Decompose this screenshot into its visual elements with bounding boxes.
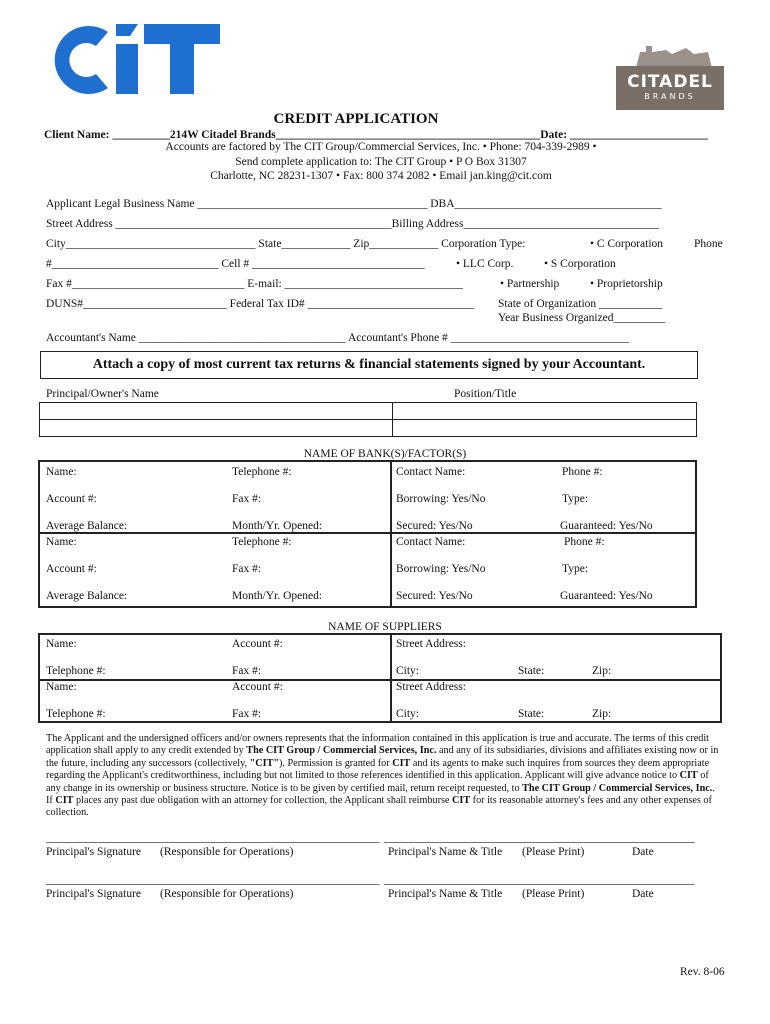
supplier1-fax-label: Fax #: [232, 665, 262, 677]
bank1-month-opened-label: Month/Yr. Opened: [232, 520, 323, 532]
date-label-1: Date [632, 846, 654, 858]
fax-email-field[interactable]: Fax #______________________________ E-mail: _______________________________ [46, 278, 463, 290]
supplier1-name-label: Name: [46, 638, 77, 650]
bank2-fax-label: Fax #: [232, 563, 262, 575]
factored-by-line: Accounts are factored by The CIT Group/Commercial Services, Inc. • Phone: 704-339-2989 • [165, 141, 597, 153]
bank1-telephone-label: Telephone #: [232, 466, 292, 478]
supplier2-account-label: Account #: [232, 681, 283, 693]
bank1-average-balance-label: Average Balance: [46, 520, 128, 532]
c-corporation-option[interactable]: • C Corporation [590, 238, 664, 250]
phone-label: Phone [694, 238, 723, 250]
supplier2-street-label: Street Address: [396, 681, 466, 693]
bank1-name-label: Name: [46, 466, 77, 478]
bank2-contact-label: Contact Name: [396, 536, 466, 548]
bank2-name-label: Name: [46, 536, 77, 548]
name-title-label-1: Principal's Name & Title [388, 846, 503, 858]
bank1-borrowing-label: Borrowing: Yes/No [396, 493, 486, 505]
citadel-wordmark: CITADEL [627, 72, 713, 92]
principals-table [39, 402, 697, 437]
bank2-average-balance-label: Average Balance: [46, 590, 128, 602]
supplier1-zip-label: Zip: [592, 665, 612, 677]
name-title-line-2[interactable]: ______________________________________________________ [384, 874, 695, 886]
revision-label: Rev. 8-06 [680, 966, 725, 978]
please-print-label-2: (Please Print) [522, 888, 585, 900]
llc-corp-option[interactable]: • LLC Corp. [456, 258, 514, 270]
legal-name-field[interactable]: Applicant Legal Business Name ________________________________________ DBA____________________________________ [46, 198, 662, 210]
street-address-field[interactable]: Street Address ________________________________________________Billing Address__________________________________ [46, 218, 660, 230]
supplier2-city-label: City: [396, 708, 420, 720]
brands-wordmark: BRANDS [644, 92, 696, 101]
principal-signature-label-1: Principal's Signature [46, 846, 142, 858]
supplier2-zip-label: Zip: [592, 708, 612, 720]
supplier2-state-label: State: [518, 708, 545, 720]
bank1-fax-label: Fax #: [232, 493, 262, 505]
principal-title-cell[interactable] [393, 420, 697, 437]
proprietorship-option[interactable]: • Proprietorship [590, 278, 663, 290]
bank2-month-opened-label: Month/Yr. Opened: [232, 590, 323, 602]
supplier2-name-label: Name: [46, 681, 77, 693]
supplier2-fax-label: Fax #: [232, 708, 262, 720]
name-title-label-2: Principal's Name & Title [388, 888, 503, 900]
s-corporation-option[interactable]: • S Corporation [544, 258, 616, 270]
signature-line-1[interactable]: __________________________________________________________ [46, 832, 380, 844]
page-title: CREDIT APPLICATION [273, 111, 439, 127]
suppliers-section-title: NAME OF SUPPLIERS [328, 621, 442, 633]
supplier-box-1[interactable] [38, 633, 722, 681]
principal-name-cell[interactable] [40, 403, 393, 420]
bank2-type-label: Type: [562, 563, 589, 575]
cell-field[interactable]: #_____________________________ Cell # ______________________________ [46, 258, 425, 270]
bank1-guaranteed-label: Guaranteed: Yes/No [560, 520, 653, 532]
bank1-type-label: Type: [562, 493, 589, 505]
bank1-account-label: Account #: [46, 493, 97, 505]
supplier-box-2[interactable] [38, 679, 722, 723]
signature-line-2[interactable]: __________________________________________________________ [46, 874, 380, 886]
responsible-label-1: (Responsible for Operations) [160, 846, 294, 858]
send-to-line: Send complete application to: The CIT Group • P O Box 31307 [235, 156, 527, 168]
supplier1-account-label: Account #: [232, 638, 283, 650]
state-of-organization-field[interactable]: State of Organization ___________ [498, 298, 663, 310]
cit-logo [38, 22, 220, 98]
accountant-field[interactable]: Accountant's Name ____________________________________ Accountant's Phone # _______________________________ [46, 332, 629, 344]
attach-tax-returns-note: Attach a copy of most current tax returns & financial statements signed by your Accountant. [40, 351, 698, 379]
date-label-2: Date [632, 888, 654, 900]
bank2-account-label: Account #: [46, 563, 97, 575]
legal-authorization-text: The Applicant and the undersigned officers and/or owners represents that the information contained in this application is true and accurate. The terms of this credit application shall apply to any credit extended by The CIT Group / Commercial Services, Inc. and any of its subsidiaries, divisions and affiliates existing now or in the future, including any successors (collectively, "CIT"). Permission is granted for CIT and its agents to make such inquires from sources they deem appropriate regarding the Applicant's creditworthiness, including but not limited to those references identified in this application. Applicant will give advance notice to CIT of any change in its ownership or business structure. Notice is to be given by certified mail, return receipt requested, to The CIT Group / Commercial Services, Inc.. If CIT places any past due obligation with an attorney for collection, the Applicant shall reimburse CIT for its reasonable attorney's fees and any other expenses of collection. [46, 733, 719, 819]
citadel-brands-logo [616, 44, 724, 110]
supplier2-telephone-label: Telephone #: [46, 708, 106, 720]
bank2-guaranteed-label: Guaranteed: Yes/No [560, 590, 653, 602]
address-line: Charlotte, NC 28231-1307 • Fax: 800 374 2082 • Email jan.king@cit.com [210, 170, 552, 182]
supplier1-state-label: State: [518, 665, 545, 677]
name-title-line-1[interactable]: ______________________________________________________ [384, 832, 695, 844]
position-title-header: Position/Title [454, 388, 517, 400]
banks-section-title: NAME OF BANK(S)/FACTOR(S) [303, 448, 467, 460]
principal-signature-label-2: Principal's Signature [46, 888, 142, 900]
principal-name-header: Principal/Owner's Name [46, 388, 159, 400]
principal-name-cell[interactable] [40, 420, 393, 437]
bank2-secured-label: Secured: Yes/No [396, 590, 473, 602]
bank1-phone-label: Phone #: [562, 466, 603, 478]
duns-tax-id-field[interactable]: DUNS#_________________________ Federal Tax ID# _____________________________ [46, 298, 475, 310]
bank1-contact-label: Contact Name: [396, 466, 466, 478]
supplier1-telephone-label: Telephone #: [46, 665, 106, 677]
client-name-line: Client Name: __________214W Citadel Brands______________________________________________Date: ________________________ [44, 129, 708, 141]
bank2-telephone-label: Telephone #: [232, 536, 292, 548]
partnership-option[interactable]: • Partnership [500, 278, 560, 290]
year-organized-field[interactable]: Year Business Organized_________ [498, 312, 666, 324]
responsible-label-2: (Responsible for Operations) [160, 888, 294, 900]
supplier1-street-label: Street Address: [396, 638, 466, 650]
principal-title-cell[interactable] [393, 403, 697, 420]
supplier1-city-label: City: [396, 665, 420, 677]
bank1-secured-label: Secured: Yes/No [396, 520, 473, 532]
city-state-zip-field[interactable]: City_________________________________ State____________ Zip____________ Corporation Type: [46, 238, 526, 250]
bank2-phone-label: Phone #: [564, 536, 605, 548]
bank2-borrowing-label: Borrowing: Yes/No [396, 563, 486, 575]
please-print-label-1: (Please Print) [522, 846, 585, 858]
